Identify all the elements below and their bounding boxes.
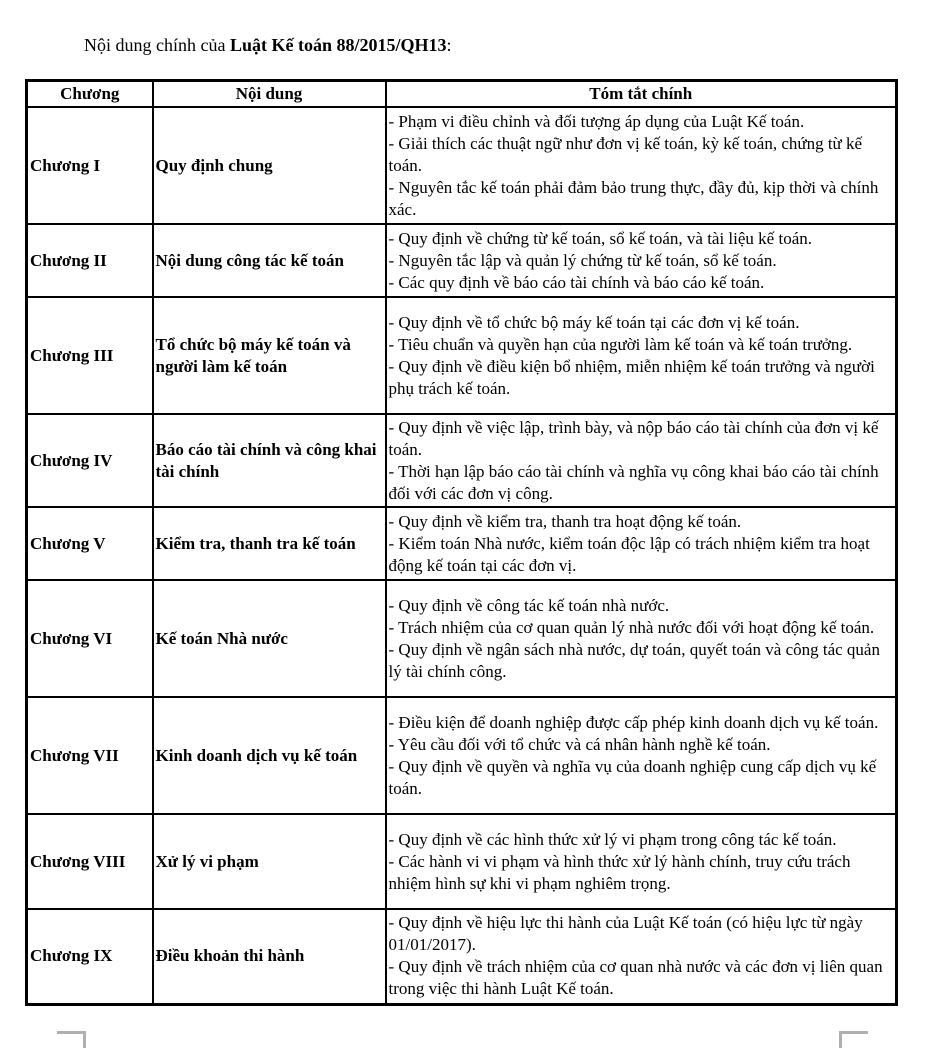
summary-line: - Các quy định về báo cáo tài chính và báo cáo kế toán.	[388, 272, 765, 292]
page-corner-mark-left	[57, 1031, 86, 1048]
summary-cell	[386, 814, 897, 909]
table-row	[27, 507, 897, 580]
summary-line: - Quy định về tổ chức bộ máy kế toán tại các đơn vị kế toán.	[388, 312, 800, 332]
summary-line: - Tiêu chuẩn và quyền hạn của người làm kế toán và kế toán trưởng.	[388, 334, 853, 354]
summary-line: - Kiểm toán Nhà nước, kiểm toán độc lập có trách nhiệm kiểm tra hoạt động kế toán tại các đơn vị.	[388, 533, 870, 575]
summary-line: - Quy định về việc lập, trình bày, và nộp báo cáo tài chính của đơn vị kế toán.	[388, 417, 879, 459]
chapter-cell: Chương III	[27, 297, 153, 414]
chapter-cell: Chương IV	[27, 414, 153, 507]
table-row	[27, 107, 897, 224]
summary-cell	[386, 507, 897, 580]
document-heading	[84, 34, 452, 56]
table-row	[27, 297, 897, 414]
summary-line: - Yêu cầu đối với tổ chức và cá nhân hành nghề kế toán.	[388, 734, 771, 754]
summary-line: - Quy định về trách nhiệm của cơ quan nhà nước và các đơn vị liên quan trong việc thi hành Luật Kế toán.	[388, 957, 883, 999]
summary-cell	[386, 909, 897, 1004]
content-cell: Quy định chung	[153, 107, 386, 224]
chapter-cell: Chương VII	[27, 697, 153, 814]
chapter-cell: Chương VI	[27, 580, 153, 697]
summary-line: - Các hành vi vi phạm và hình thức xử lý hành chính, truy cứu trách nhiệm hình sự khi vi phạm nghiêm trọng.	[388, 851, 851, 893]
summary-line: - Quy định về ngân sách nhà nước, dự toán, quyết toán và công tác quản lý tài chính công.	[388, 639, 880, 681]
content-cell: Xử lý vi phạm	[153, 814, 386, 909]
summary-line: - Phạm vi điều chỉnh và đối tượng áp dụng của Luật Kế toán.	[388, 111, 805, 131]
summary-line: - Quy định về chứng từ kế toán, sổ kế toán, và tài liệu kế toán.	[388, 228, 812, 248]
summary-cell	[386, 224, 897, 297]
summary-line: - Trách nhiệm của cơ quan quản lý nhà nước đối với hoạt động kế toán.	[388, 617, 875, 637]
table-header-row	[27, 81, 897, 108]
summary-line: - Thời hạn lập báo cáo tài chính và nghĩa vụ công khai báo cáo tài chính đối với các đơn vị công.	[388, 461, 879, 503]
summary-cell	[386, 107, 897, 224]
summary-line: - Quy định về các hình thức xử lý vi phạm trong công tác kế toán.	[388, 829, 837, 849]
table-row	[27, 414, 897, 507]
summary-line: - Quy định về điều kiện bổ nhiệm, miễn nhiệm kế toán trưởng và người phụ trách kế toán.	[388, 356, 875, 398]
header-summary: Tóm tắt chính	[386, 81, 897, 108]
heading-suffix: :	[446, 35, 452, 55]
chapter-cell: Chương I	[27, 107, 153, 224]
content-cell: Tổ chức bộ máy kế toán và người làm kế toán	[153, 297, 386, 414]
chapter-cell: Chương VIII	[27, 814, 153, 909]
summary-line: - Quy định về quyền và nghĩa vụ của doanh nghiệp cung cấp dịch vụ kế toán.	[388, 756, 877, 798]
heading-prefix: Nội dung chính của	[84, 35, 230, 55]
law-summary-table	[25, 79, 898, 1006]
content-cell: Kiểm tra, thanh tra kế toán	[153, 507, 386, 580]
table-row	[27, 909, 897, 1004]
summary-cell	[386, 297, 897, 414]
table-row	[27, 697, 897, 814]
table-row	[27, 224, 897, 297]
summary-line: - Quy định về hiệu lực thi hành của Luật Kế toán (có hiệu lực từ ngày 01/01/2017).	[388, 913, 863, 955]
summary-line: - Quy định về công tác kế toán nhà nước.	[388, 595, 670, 615]
content-cell: Báo cáo tài chính và công khai tài chính	[153, 414, 386, 507]
table-row	[27, 580, 897, 697]
content-cell: Nội dung công tác kế toán	[153, 224, 386, 297]
summary-cell	[386, 580, 897, 697]
page-corner-mark-right	[839, 1031, 868, 1048]
law-name: Luật Kế toán 88/2015/QH13	[229, 35, 447, 55]
summary-line: - Giải thích các thuật ngữ như đơn vị kế toán, kỳ kế toán, chứng từ kế toán.	[388, 133, 863, 175]
chapter-cell: Chương II	[27, 224, 153, 297]
summary-line: - Nguyên tắc lập và quản lý chứng từ kế toán, sổ kế toán.	[388, 250, 777, 270]
header-content: Nội dung	[153, 81, 386, 108]
summary-line: - Quy định về kiểm tra, thanh tra hoạt động kế toán.	[388, 511, 742, 531]
summary-line: - Nguyên tắc kế toán phải đảm bảo trung thực, đầy đủ, kịp thời và chính xác.	[388, 177, 879, 219]
content-cell: Điều khoản thi hành	[153, 909, 386, 1004]
content-cell: Kinh doanh dịch vụ kế toán	[153, 697, 386, 814]
summary-line: - Điều kiện để doanh nghiệp được cấp phép kinh doanh dịch vụ kế toán.	[388, 712, 879, 732]
summary-cell	[386, 414, 897, 507]
summary-cell	[386, 697, 897, 814]
table-row	[27, 814, 897, 909]
chapter-cell: Chương IX	[27, 909, 153, 1004]
header-chapter: Chương	[27, 81, 153, 108]
content-cell: Kế toán Nhà nước	[153, 580, 386, 697]
chapter-cell: Chương V	[27, 507, 153, 580]
